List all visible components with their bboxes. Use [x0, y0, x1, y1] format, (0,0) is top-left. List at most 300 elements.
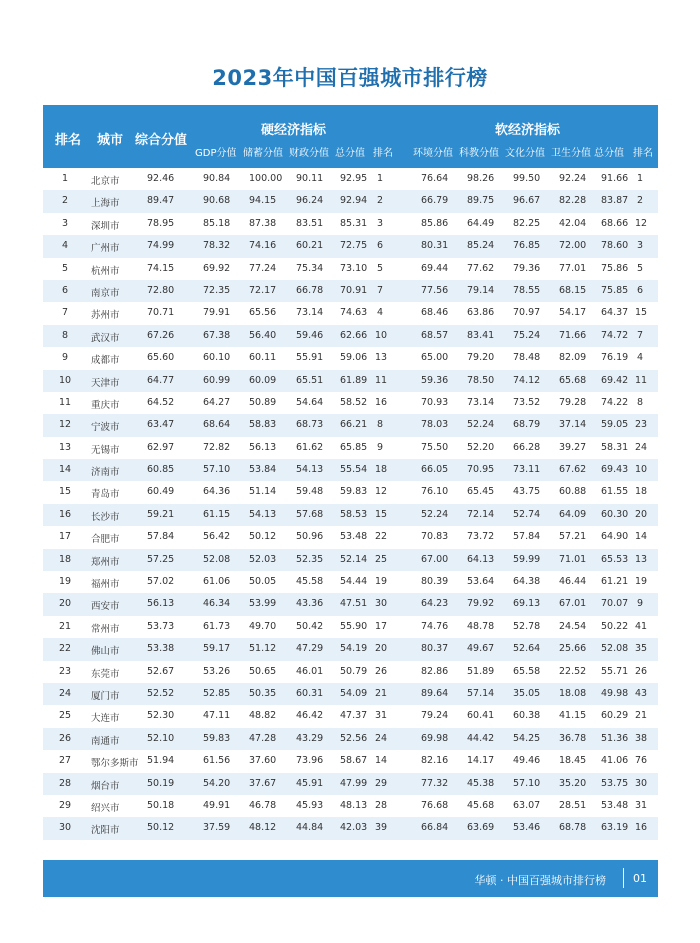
table-row	[43, 728, 658, 750]
cell-soft-total: 51.36	[601, 732, 629, 744]
header-hard-rank: 排名	[373, 148, 393, 159]
cell-hard-total: 59.06	[340, 352, 368, 364]
cell-savings: 53.84	[249, 464, 277, 476]
cell-health: 39.27	[559, 441, 587, 453]
cell-hard-rank: 15	[375, 508, 388, 520]
cell-hard-rank: 2	[377, 195, 384, 207]
cell-culture: 53.46	[513, 822, 541, 834]
cell-soft-rank: 5	[637, 262, 644, 274]
cell-education: 65.45	[467, 486, 495, 498]
cell-rank: 9	[62, 352, 69, 364]
cell-rank: 2	[62, 195, 69, 207]
cell-education: 77.62	[467, 262, 495, 274]
cell-hard-rank: 5	[377, 262, 384, 274]
cell-health: 60.88	[559, 486, 587, 498]
cell-culture: 60.38	[513, 710, 541, 722]
cell-finance: 45.58	[296, 576, 324, 588]
cell-savings: 74.16	[249, 240, 277, 252]
cell-soft-rank: 18	[635, 486, 648, 498]
cell-savings: 50.89	[249, 396, 277, 408]
cell-savings: 65.56	[249, 307, 277, 319]
table-row	[43, 168, 658, 190]
cell-environment: 80.37	[421, 643, 449, 655]
cell-rank: 12	[59, 419, 72, 431]
cell-soft-total: 58.31	[601, 441, 629, 453]
cell-gdp: 37.59	[203, 822, 231, 834]
cell-culture: 82.25	[513, 217, 541, 229]
cell-city: 东莞市	[91, 668, 120, 680]
cell-environment: 74.76	[421, 620, 449, 632]
cell-education: 57.14	[467, 687, 495, 699]
cell-soft-rank: 7	[637, 329, 644, 341]
cell-environment: 82.86	[421, 665, 449, 677]
cell-hard-total: 92.95	[340, 173, 368, 184]
cell-hard-total: 58.52	[340, 396, 368, 408]
cell-soft-total: 60.30	[601, 508, 629, 520]
cell-composite: 64.52	[147, 396, 175, 408]
cell-environment: 77.32	[421, 777, 449, 789]
cell-soft-rank: 19	[635, 576, 648, 588]
cell-soft-rank: 15	[635, 307, 648, 319]
cell-city: 成都市	[91, 355, 120, 367]
cell-finance: 65.51	[296, 374, 324, 386]
cell-hard-total: 62.66	[340, 329, 368, 341]
cell-city: 武汉市	[91, 332, 120, 344]
cell-finance: 96.24	[296, 195, 324, 207]
cell-environment: 67.00	[421, 553, 449, 565]
cell-rank: 30	[59, 822, 72, 834]
cell-education: 85.24	[467, 240, 495, 252]
table-row	[43, 750, 658, 772]
cell-city: 长沙市	[91, 511, 120, 523]
cell-environment: 66.79	[421, 195, 449, 207]
cell-culture: 75.24	[513, 329, 541, 341]
cell-composite: 56.13	[147, 598, 175, 610]
cell-rank: 16	[59, 508, 72, 520]
cell-savings: 49.70	[249, 620, 277, 632]
cell-city: 北京市	[91, 176, 120, 187]
cell-savings: 58.83	[249, 419, 277, 431]
cell-gdp: 68.64	[203, 419, 231, 431]
cell-city: 沈阳市	[91, 825, 120, 837]
cell-soft-rank: 12	[635, 217, 648, 229]
cell-hard-total: 74.63	[340, 307, 368, 319]
cell-city: 无锡市	[91, 444, 120, 456]
header-soft-group: 软经济指标	[495, 123, 561, 138]
cell-hard-total: 58.67	[340, 755, 368, 767]
table-row	[43, 414, 658, 436]
cell-health: 37.14	[559, 419, 587, 431]
cell-culture: 78.55	[513, 284, 541, 296]
cell-hard-rank: 21	[375, 687, 388, 699]
cell-education: 73.72	[467, 531, 495, 543]
table-header	[43, 105, 658, 168]
table-row	[43, 504, 658, 526]
cell-environment: 68.46	[421, 307, 449, 319]
cell-health: 57.21	[559, 531, 587, 543]
table-row	[43, 280, 658, 302]
cell-rank: 18	[59, 553, 72, 565]
cell-soft-total: 75.86	[601, 262, 629, 274]
cell-rank: 17	[59, 531, 72, 543]
cell-hard-total: 47.51	[340, 598, 368, 610]
cell-hard-rank: 14	[375, 755, 388, 767]
cell-education: 64.49	[467, 217, 495, 229]
cell-soft-rank: 76	[635, 755, 648, 767]
cell-hard-total: 47.37	[340, 710, 368, 722]
cell-city: 常州市	[91, 623, 120, 635]
cell-soft-total: 64.90	[601, 531, 629, 543]
cell-composite: 52.30	[147, 710, 175, 722]
cell-environment: 80.31	[421, 240, 449, 252]
cell-health: 82.09	[559, 352, 587, 364]
cell-finance: 45.91	[296, 777, 324, 789]
cell-city: 深圳市	[91, 220, 120, 232]
cell-culture: 52.74	[513, 508, 541, 520]
cell-education: 45.68	[467, 799, 495, 811]
cell-gdp: 90.68	[203, 195, 231, 207]
cell-culture: 35.05	[513, 687, 541, 699]
cell-hard-rank: 10	[375, 329, 388, 341]
cell-gdp: 61.15	[203, 508, 231, 520]
cell-culture: 99.50	[513, 173, 541, 184]
cell-hard-total: 55.54	[340, 464, 368, 476]
cell-savings: 54.13	[249, 508, 277, 520]
cell-soft-rank: 2	[637, 195, 644, 207]
cell-hard-rank: 30	[375, 598, 388, 610]
cell-composite: 59.21	[147, 508, 175, 520]
cell-finance: 54.64	[296, 396, 324, 408]
cell-city: 广州市	[91, 243, 120, 255]
cell-finance: 73.96	[296, 755, 324, 767]
cell-hard-rank: 26	[375, 665, 388, 677]
cell-hard-rank: 17	[375, 620, 388, 632]
cell-health: 77.01	[559, 262, 587, 274]
cell-environment: 76.64	[421, 173, 449, 184]
cell-soft-rank: 23	[635, 419, 648, 431]
cell-finance: 46.42	[296, 710, 324, 722]
cell-gdp: 90.84	[203, 173, 231, 184]
cell-rank: 28	[59, 777, 72, 789]
cell-composite: 65.60	[147, 352, 175, 364]
cell-savings: 46.78	[249, 799, 277, 811]
header-soft-rank: 排名	[633, 148, 653, 159]
cell-culture: 63.07	[513, 799, 541, 811]
cell-culture: 96.67	[513, 195, 541, 207]
cell-composite: 57.02	[147, 576, 175, 588]
cell-soft-rank: 11	[635, 374, 648, 386]
cell-hard-total: 48.13	[340, 799, 368, 811]
cell-culture: 73.11	[513, 464, 541, 476]
cell-environment: 69.98	[421, 732, 449, 744]
cell-savings: 48.82	[249, 710, 277, 722]
cell-gdp: 64.36	[203, 486, 231, 498]
cell-finance: 59.46	[296, 329, 324, 341]
cell-composite: 52.10	[147, 732, 175, 744]
cell-composite: 62.97	[147, 441, 175, 453]
cell-education: 98.26	[467, 173, 495, 184]
cell-hard-total: 54.09	[340, 687, 368, 699]
cell-health: 24.54	[559, 620, 587, 632]
header-education: 科教分值	[459, 148, 499, 159]
cell-environment: 68.57	[421, 329, 449, 341]
cell-rank: 24	[59, 687, 72, 699]
cell-soft-total: 53.48	[601, 799, 629, 811]
cell-gdp: 67.38	[203, 329, 231, 341]
cell-health: 54.17	[559, 307, 587, 319]
cell-culture: 59.99	[513, 553, 541, 565]
table-row	[43, 683, 658, 705]
cell-gdp: 52.08	[203, 553, 231, 565]
cell-soft-total: 75.85	[601, 284, 629, 296]
cell-hard-total: 55.90	[340, 620, 368, 632]
cell-soft-rank: 14	[635, 531, 648, 543]
cell-hard-total: 73.10	[340, 262, 368, 274]
cell-health: 72.00	[559, 240, 587, 252]
table-row	[43, 302, 658, 324]
cell-education: 52.24	[467, 419, 495, 431]
cell-finance: 55.91	[296, 352, 324, 364]
cell-culture: 76.85	[513, 240, 541, 252]
cell-composite: 92.46	[147, 173, 175, 184]
cell-rank: 27	[59, 755, 72, 767]
cell-savings: 94.15	[249, 195, 277, 207]
cell-hard-total: 85.31	[340, 217, 368, 229]
cell-hard-total: 58.53	[340, 508, 368, 520]
header-environment: 环境分值	[413, 148, 453, 159]
cell-hard-total: 52.56	[340, 732, 368, 744]
cell-city: 青岛市	[91, 489, 120, 501]
cell-gdp: 69.92	[203, 262, 231, 274]
table-row	[43, 347, 658, 369]
cell-environment: 69.44	[421, 262, 449, 274]
cell-soft-rank: 10	[635, 464, 648, 476]
cell-environment: 82.16	[421, 755, 449, 767]
cell-savings: 37.67	[249, 777, 277, 789]
cell-health: 82.28	[559, 195, 587, 207]
cell-savings: 72.17	[249, 284, 277, 296]
cell-soft-total: 65.53	[601, 553, 629, 565]
cell-composite: 50.19	[147, 777, 175, 789]
cell-environment: 79.24	[421, 710, 449, 722]
cell-finance: 66.78	[296, 284, 324, 296]
cell-environment: 78.03	[421, 419, 449, 431]
header-hard-total: 总分值	[335, 148, 365, 159]
cell-hard-total: 52.14	[340, 553, 368, 565]
cell-hard-rank: 13	[375, 352, 388, 364]
cell-hard-rank: 25	[375, 553, 388, 565]
cell-gdp: 59.17	[203, 643, 231, 655]
cell-culture: 68.79	[513, 419, 541, 431]
cell-hard-total: 61.89	[340, 374, 368, 386]
cell-savings: 51.14	[249, 486, 277, 498]
cell-soft-total: 74.72	[601, 329, 629, 341]
cell-composite: 70.71	[147, 307, 175, 319]
cell-composite: 60.85	[147, 464, 175, 476]
cell-gdp: 52.85	[203, 687, 231, 699]
cell-health: 67.62	[559, 464, 587, 476]
cell-education: 89.75	[467, 195, 495, 207]
cell-city: 合肥市	[91, 534, 120, 546]
cell-soft-total: 61.55	[601, 486, 629, 498]
cell-finance: 47.29	[296, 643, 324, 655]
cell-hard-total: 54.19	[340, 643, 368, 655]
cell-rank: 23	[59, 665, 72, 677]
cell-soft-total: 63.19	[601, 822, 629, 834]
cell-finance: 57.68	[296, 508, 324, 520]
cell-health: 92.24	[559, 173, 587, 184]
cell-city: 天津市	[91, 377, 120, 389]
cell-city: 佛山市	[91, 646, 120, 658]
cell-environment: 52.24	[421, 508, 449, 520]
cell-environment: 80.39	[421, 576, 449, 588]
cell-soft-total: 52.08	[601, 643, 629, 655]
table-body	[43, 168, 658, 840]
cell-composite: 64.77	[147, 374, 175, 386]
cell-soft-rank: 3	[637, 240, 644, 252]
cell-hard-total: 47.99	[340, 777, 368, 789]
cell-gdp: 57.10	[203, 464, 231, 476]
cell-education: 79.92	[467, 598, 495, 610]
cell-city: 重庆市	[91, 399, 120, 411]
header-savings: 储蓄分值	[243, 148, 283, 159]
table-row	[43, 593, 658, 615]
cell-city: 厦门市	[91, 690, 120, 702]
table-row	[43, 795, 658, 817]
cell-culture: 57.84	[513, 531, 541, 543]
cell-hard-total: 65.85	[340, 441, 368, 453]
cell-savings: 37.60	[249, 755, 277, 767]
cell-health: 41.15	[559, 710, 587, 722]
cell-rank: 11	[59, 396, 72, 408]
cell-culture: 54.25	[513, 732, 541, 744]
cell-city: 福州市	[91, 579, 120, 591]
cell-finance: 73.14	[296, 307, 324, 319]
cell-savings: 56.13	[249, 441, 277, 453]
cell-savings: 48.12	[249, 822, 277, 834]
cell-hard-total: 59.83	[340, 486, 368, 498]
cell-hard-rank: 4	[377, 307, 384, 319]
cell-soft-total: 41.06	[601, 755, 629, 767]
cell-education: 79.20	[467, 352, 495, 364]
cell-savings: 77.24	[249, 262, 277, 274]
cell-soft-total: 69.42	[601, 374, 629, 386]
cell-hard-rank: 11	[375, 374, 388, 386]
cell-composite: 74.99	[147, 240, 175, 252]
cell-hard-rank: 18	[375, 464, 388, 476]
cell-finance: 59.48	[296, 486, 324, 498]
cell-rank: 6	[62, 284, 69, 296]
cell-soft-rank: 30	[635, 777, 648, 789]
cell-hard-rank: 22	[375, 531, 388, 543]
cell-culture: 49.46	[513, 755, 541, 767]
cell-environment: 70.93	[421, 396, 449, 408]
cell-city: 上海市	[91, 198, 120, 210]
table-row	[43, 526, 658, 548]
cell-finance: 61.62	[296, 441, 324, 453]
cell-savings: 60.11	[249, 352, 277, 364]
cell-city: 鄂尔多斯市	[91, 758, 139, 770]
cell-soft-rank: 4	[637, 352, 644, 364]
cell-hard-total: 92.94	[340, 195, 368, 207]
cell-environment: 77.56	[421, 284, 449, 296]
cell-gdp: 64.27	[203, 396, 231, 408]
cell-savings: 52.03	[249, 553, 277, 565]
table-row	[43, 190, 658, 212]
cell-hard-rank: 16	[375, 396, 388, 408]
cell-soft-total: 91.66	[601, 173, 629, 184]
table-row	[43, 235, 658, 257]
cell-health: 67.01	[559, 598, 587, 610]
cell-composite: 50.12	[147, 822, 175, 834]
cell-finance: 43.36	[296, 598, 324, 610]
cell-soft-rank: 21	[635, 710, 648, 722]
table-row	[43, 258, 658, 280]
cell-education: 83.41	[467, 329, 495, 341]
cell-composite: 78.95	[147, 217, 175, 229]
cell-composite: 53.38	[147, 643, 175, 655]
table-row	[43, 661, 658, 683]
footer-divider	[623, 868, 624, 888]
cell-soft-total: 68.66	[601, 217, 629, 229]
cell-health: 71.66	[559, 329, 587, 341]
cell-savings: 50.65	[249, 665, 277, 677]
cell-hard-rank: 12	[375, 486, 388, 498]
table-row	[43, 392, 658, 414]
cell-hard-total: 70.91	[340, 284, 368, 296]
cell-health: 65.68	[559, 374, 587, 386]
cell-environment: 70.83	[421, 531, 449, 543]
cell-savings: 100.00	[249, 173, 283, 184]
cell-savings: 50.05	[249, 576, 277, 588]
cell-rank: 13	[59, 441, 72, 453]
cell-city: 南通市	[91, 735, 120, 747]
cell-health: 18.45	[559, 755, 587, 767]
cell-soft-total: 64.37	[601, 307, 629, 319]
header-finance: 财政分值	[289, 148, 329, 159]
cell-gdp: 79.91	[203, 307, 231, 319]
cell-soft-total: 60.29	[601, 710, 629, 722]
cell-soft-total: 50.22	[601, 620, 629, 632]
cell-finance: 75.34	[296, 262, 324, 274]
cell-composite: 60.49	[147, 486, 175, 498]
page-number: 01	[633, 872, 647, 885]
table-row	[43, 459, 658, 481]
cell-education: 52.20	[467, 441, 495, 453]
cell-education: 51.89	[467, 665, 495, 677]
cell-finance: 54.13	[296, 464, 324, 476]
cell-hard-rank: 28	[375, 799, 388, 811]
cell-gdp: 47.11	[203, 710, 231, 722]
header-rank: 排名	[55, 133, 82, 148]
cell-composite: 57.25	[147, 553, 175, 565]
cell-culture: 74.12	[513, 374, 541, 386]
cell-soft-rank: 38	[635, 732, 648, 744]
cell-environment: 65.00	[421, 352, 449, 364]
cell-rank: 8	[62, 329, 69, 341]
table-row	[43, 638, 658, 660]
footer-text: 华顿 · 中国百强城市排行榜	[474, 874, 606, 887]
cell-culture: 52.64	[513, 643, 541, 655]
cell-hard-rank: 1	[377, 173, 384, 184]
cell-savings: 50.35	[249, 687, 277, 699]
table-row	[43, 325, 658, 347]
cell-soft-rank: 24	[635, 441, 648, 453]
cell-gdp: 54.20	[203, 777, 231, 789]
cell-rank: 4	[62, 240, 69, 252]
cell-education: 60.41	[467, 710, 495, 722]
cell-city: 杭州市	[91, 265, 120, 277]
